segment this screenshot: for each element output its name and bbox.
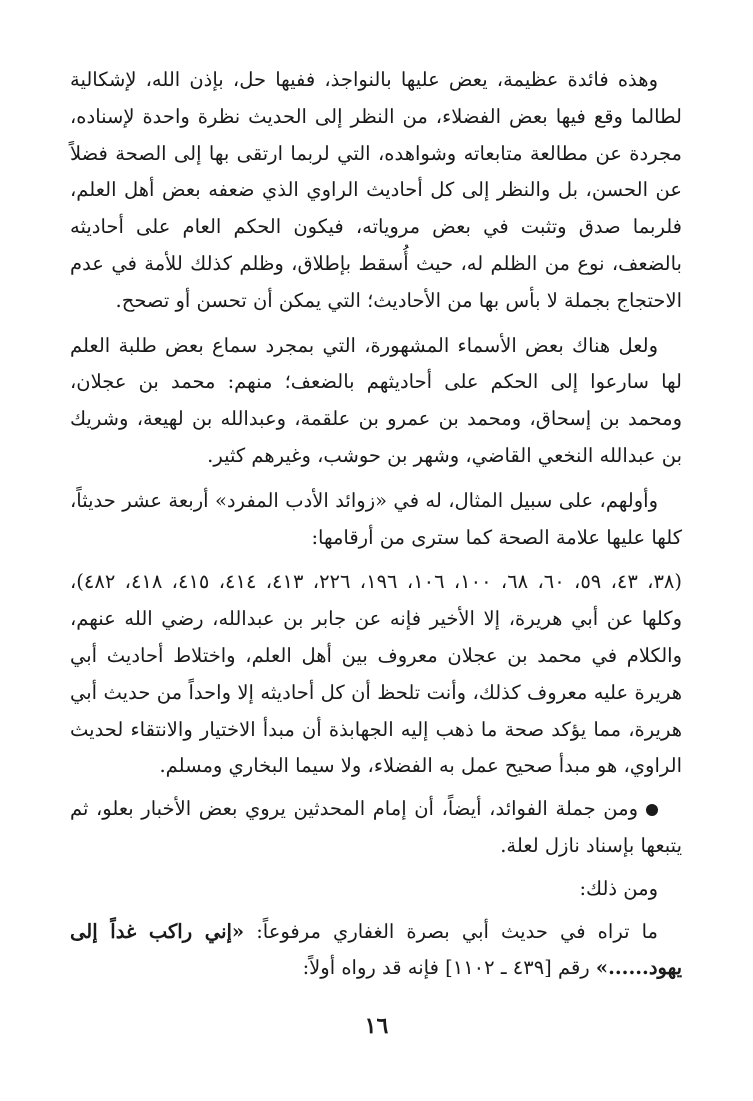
paragraph-abu-basra	[70, 914, 682, 988]
paragraph-example: وأولهم، على سبيل المثال، له في «زوائد الأدب المفرد» أربعة عشر حديثاً، كلها عليها علامة الصحة كما سترى من أرقامها:	[70, 488, 682, 549]
bullet-icon	[646, 804, 658, 816]
bullet-paragraph-text: ومن جملة الفوائد، أيضاً، أن إمام المحدثين يروي بعض الأخبار بعلو، ثم يتبعها بإسناد نازل لعلة.	[70, 797, 682, 857]
abu-basra-tail: رقم [٤٣٩ ـ ١١٠٢] فإنه قد رواه أولاً:	[302, 956, 596, 980]
paragraph-intro: وهذه فائدة عظيمة، يعض عليها بالنواجذ، ففيها حل، بإذن الله، لإشكالية لطالما وقع فيها بعض الفضلاء، من النظر إلى الحديث نظرة واحدة لإسناده، مجردة عن مطالعة متابعاته وشواهده، التي لربما ارتقى بها إلى الصحة فضلاً عن الحسن، بل والنظر إلى كل أحاديث الراوي الذي ضعفه بعض أهل العلم، فلربما صدق وتثبت في بعض مروياته، فيكون الحكم العام على أحاديثه بالضعف، نوع من الظلم له، حيث أُسقط بإطلاق، وظلم كذلك للأمة في عدم الاحتجاج بجملة لا بأس بها من الأحاديث؛ التي يمكن أن تحسن أو تصحح.	[70, 68, 682, 312]
hadith-quote: «إني راكب غداً إلى يهود......»	[70, 919, 682, 980]
page-body	[70, 62, 682, 987]
paragraph-from-that: ومن ذلك:	[579, 876, 658, 900]
paragraph-hadith-numbers: (٣٨، ٤٣، ٥٩، ٦٠، ٦٨، ١٠٠، ١٠٦، ١٩٦، ٢٢٦، ٤١٣، ٤١٤، ٤١٥، ٤١٨، ٤٨٢)، وكلها عن أبي هريرة، إلا الأخير فإنه عن جابر بن عبدالله، رضي الله عنهم، والكلام في محمد بن عجلان معروف بين أهل العلم، واختلاط أحاديث أبي هريرة عليه معروف كذلك، وأنت تلحظ أن كل أحاديثه إلا واحداً من حديث أبي هريرة، مما يؤكد صحة ما ذهب إليه الجهابذة أن مبدأ الاختيار والانتقاء لحديث الراوي، هو مبدأ صحيح عمل به الفضلاء، ولا سيما البخاري ومسلم.	[70, 570, 682, 778]
paragraph-famous-names: ولعل هناك بعض الأسماء المشهورة، التي بمجرد سماع بعض طلبة العلم لها سارعوا إلى الحكم على أحاديثهم بالضعف؛ منهم: محمد بن عجلان، ومحمد بن إسحاق، ومحمد بن عمرو بن علقمة، وعبدالله بن لهيعة، وشريك بن عبدالله النخعي القاضي، وشهر بن حوشب، وغيرهم كثير.	[70, 333, 682, 467]
bullet-paragraph	[70, 791, 682, 865]
abu-basra-lead: ما تراه في حديث أبي بصرة الغفاري مرفوعاً:	[244, 919, 658, 943]
page-number: ١٦	[364, 1013, 389, 1039]
